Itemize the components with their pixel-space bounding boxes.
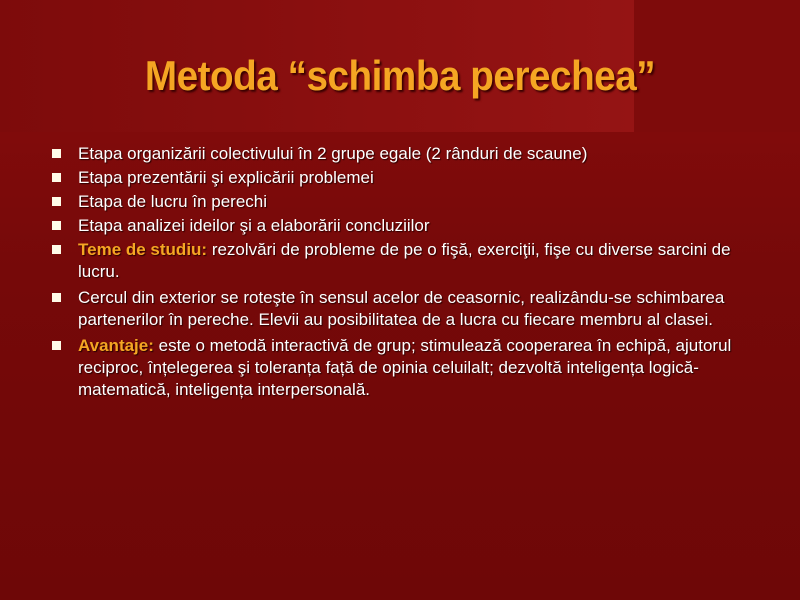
bullet-highlight: Teme de studiu: xyxy=(78,240,208,259)
bullet-item xyxy=(50,143,760,165)
bullet-text: rezolvări de probleme de pe o fişă, exerciţii, fişe cu diverse sarcini de lucru. xyxy=(78,240,731,281)
square-bullet-icon xyxy=(52,173,61,182)
square-bullet-icon xyxy=(52,245,61,254)
bullet-text: Etapa de lucru în perechi xyxy=(78,192,268,211)
bullet-text: Etapa prezentării şi explicării problemei xyxy=(78,168,374,187)
bullet-item xyxy=(50,239,760,283)
square-bullet-icon xyxy=(52,293,61,302)
bullet-text: Cercul din exterior se roteşte în sensul acelor de ceasornic, realizându-se schimbarea partenerilor în pereche. Elevii au posibilitatea de a lucra cu fiecare membru al clasei. xyxy=(78,288,725,329)
square-bullet-icon xyxy=(52,221,61,230)
bullet-item xyxy=(50,287,760,331)
bullet-item xyxy=(50,335,760,401)
square-bullet-icon xyxy=(52,149,61,158)
bullet-list xyxy=(50,143,760,405)
bullet-item xyxy=(50,191,760,213)
bullet-highlight: Avantaje: xyxy=(78,336,154,355)
bullet-text: Etapa organizării colectivului în 2 grupe egale (2 rânduri de scaune) xyxy=(78,144,588,163)
bullet-item xyxy=(50,167,760,189)
square-bullet-icon xyxy=(52,197,61,206)
square-bullet-icon xyxy=(52,341,61,350)
bullet-text: Etapa analizei ideilor şi a elaborării concluziilor xyxy=(78,216,430,235)
bullet-text: este o metodă interactivă de grup; stimulează cooperarea în echipă, ajutorul reciproc, înțelegerea şi toleranța față de opinia celuilalt; dezvoltă inteligența logică-matematică, inteligența interpersonală. xyxy=(78,336,732,399)
bullet-item xyxy=(50,215,760,237)
slide-title: Metoda “schimba perechea” xyxy=(144,52,656,99)
